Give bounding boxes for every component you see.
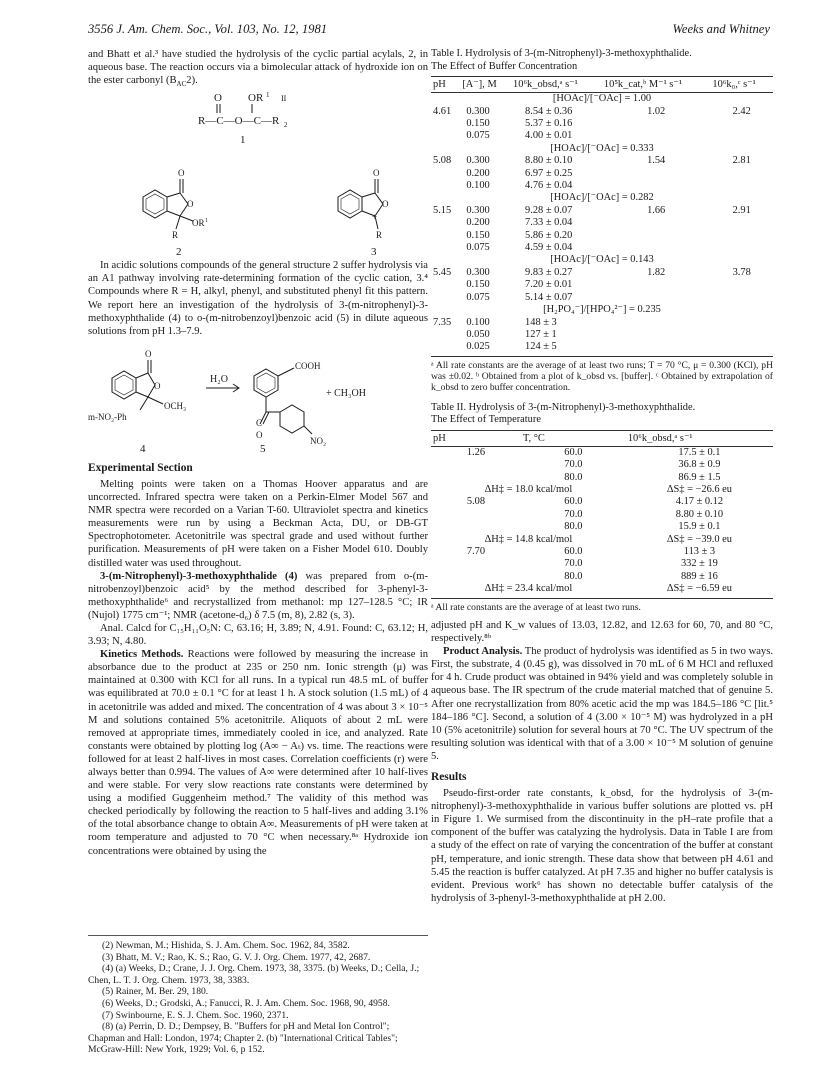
table-1-condition-row xyxy=(431,143,773,155)
table-cell: 2.81 xyxy=(732,155,751,167)
table-cell xyxy=(431,521,521,533)
reference-2: (2) Newman, M.; Hishida, S. J. Am. Chem. Soc. 1962, 84, 3582. xyxy=(102,940,350,951)
table-cell: 1.82 xyxy=(647,266,666,278)
table-cell: 3.78 xyxy=(732,266,751,278)
table-cell xyxy=(431,341,460,353)
table-cell xyxy=(710,317,773,329)
table-cell xyxy=(431,230,460,242)
structure-3-label: 3 xyxy=(371,246,377,259)
table-cell: 5.37 ± 0.16 xyxy=(525,118,573,129)
intro-text: and Bhatt et al.³ have studied the hydrolysis of the cyclic partial acylals, 2, in aqueous base. The reaction occurs via a bimolecular attack of hydroxide ion on the ester carbonyl (B xyxy=(88,49,428,87)
table-cell: 17.5 ± 0.1 xyxy=(678,446,721,458)
kinetics-text: Reactions were followed by measuring the increase in absorbance due to the product at 235 or 250 nm. Ionic strength (μ) was maintained at 0.300 with KCl for all runs. In a typical run 48.5 mL of buffer was equilibrated at 70.0 ± 0.1 °C for at least 1 h. A stock solution (1.5 mL) of 4 in acetonitrile was added and mixed. The concentration of 4 was about 3 × 10⁻⁵ M and solutions contained 5% acetonitrile. Aliquots of about 2 mL were removed at appropriate times, immediately cooled in ice, and analyzed. Rate constants were obtained by plotting log (A∞ − Aₜ) vs. time. The reactions were followed for at least 2 half-lives in most cases. Correlation coefficients (r) were always better than 0.994. The values of A∞ were determined after 10 half-lives and were stable. For very slow reactions rate constants were determined by using a modified Guggenheim method.⁷ The validity of this method was checked periodically by following the reaction to 5 half-lives and adding 3.1% of the total absorbance change to obtain A∞. Measurements of pH were taken at room temperature and adjusted to 70 °C when necessary.⁸ᵃ Hydroxide ion concentrations were obtained by using the xyxy=(88,649,428,857)
table-cell: 70.0 xyxy=(564,508,583,520)
table-cell: 4.17 ± 0.12 xyxy=(675,496,724,508)
table-1-condition-row xyxy=(431,304,773,316)
table-cell: 7.33 ± 0.04 xyxy=(525,217,573,229)
table-cell: 7.70 xyxy=(466,546,486,558)
table-row xyxy=(431,155,773,167)
table-cell xyxy=(602,341,710,353)
table-cell: 6.97 ± 0.25 xyxy=(525,167,573,179)
running-header xyxy=(88,22,770,38)
table-cell xyxy=(602,242,710,254)
svg-text:O: O xyxy=(145,348,152,359)
table-row xyxy=(431,546,773,558)
table-cell: 0.075 xyxy=(466,291,490,303)
kw-paragraph: adjusted pH and K_w values of 13.03, 12.82, and 12.63 for 60, 70, and 80 °C, respectively.⁸ᵇ xyxy=(431,619,773,645)
table-cell xyxy=(710,329,773,341)
table-cell: 7.20 ± 0.01 xyxy=(525,279,573,291)
scheme-label-5: 5 xyxy=(260,442,266,454)
table-cell xyxy=(431,292,460,304)
table-cell xyxy=(602,130,710,142)
svg-text:II: II xyxy=(281,94,287,104)
table-row xyxy=(431,558,773,570)
table-cell: 4.61 xyxy=(433,105,452,117)
table-row xyxy=(431,509,773,521)
table-cell xyxy=(431,459,521,471)
results-heading: Results xyxy=(431,771,467,783)
table-1-condition: [H₂PO₄⁻]/[HPO₄²⁻] = 0.235 xyxy=(543,304,661,316)
table-cell: 1.26 xyxy=(466,446,486,458)
table-2-caption xyxy=(431,402,773,427)
table-cell xyxy=(710,279,773,291)
activation-row xyxy=(431,583,773,595)
svg-text:C: C xyxy=(256,417,263,428)
compound-4-heading: 3-(m-Nitrophenyl)-3-methoxyphthalide (4) xyxy=(100,570,298,582)
table-cell xyxy=(602,118,710,130)
svg-text:O: O xyxy=(178,168,185,179)
table-cell: 0.150 xyxy=(466,229,490,241)
table-row xyxy=(431,217,773,229)
table-cell xyxy=(431,509,521,521)
table-1-condition-row xyxy=(431,93,773,106)
table-cell: 80.0 xyxy=(564,570,583,582)
structures-2-3 xyxy=(88,149,428,259)
table-1-condition-row xyxy=(431,192,773,204)
table-cell xyxy=(431,279,460,291)
left-column xyxy=(88,48,428,858)
activation-entropy: ΔS‡ = −6.59 eu xyxy=(666,583,732,595)
table-row xyxy=(431,130,773,142)
table-cell: 60.0 xyxy=(564,446,583,458)
table-cell xyxy=(602,292,710,304)
analysis-paragraph: Anal. Calcd for C₁₅H₁₁O₅N: C, 63.16; H, 3.89; N, 4.91. Found: C, 63.12; H, 3.93; N, 4.80. xyxy=(88,622,428,648)
scheme-cooh: COOH xyxy=(295,360,321,371)
activation-row xyxy=(431,534,773,546)
product-analysis-heading: Product Analysis. xyxy=(443,646,523,658)
svg-text:R: R xyxy=(376,230,383,241)
table-cell: 0.050 xyxy=(466,328,490,340)
table-cell: 5.14 ± 0.07 xyxy=(525,291,573,303)
svg-text:O: O xyxy=(256,429,263,440)
table-row xyxy=(431,205,773,217)
structure-1-drawing xyxy=(88,87,428,149)
svg-text:2: 2 xyxy=(284,121,288,130)
table-row xyxy=(431,267,773,279)
table-cell: 5.86 ± 0.20 xyxy=(525,229,573,241)
table-row xyxy=(431,118,773,130)
table-2-footnote: ᵃ All rate constants are the average of at least two runs. xyxy=(431,598,773,613)
compound-4-text: was prepared from o-(m-nitrobenzoyl)benzoic acid⁵ by the method described for 3-phenyl-3-methoxyphthalide⁶ and recrystallized from methanol: mp 127–128.5 °C; IR (Nujol) 1775 cm⁻¹; NMR (acetone-d₆) δ 7.5 (m, 8), 2.82 (s, 3). xyxy=(88,570,428,621)
kinetics-heading: Kinetics Methods. xyxy=(100,649,184,661)
intro-end: 2). xyxy=(186,75,198,87)
table-cell: 80.0 xyxy=(564,471,583,483)
table-row xyxy=(431,446,773,459)
table-cell xyxy=(431,180,460,192)
references xyxy=(88,935,428,1056)
table-1-header: pH xyxy=(431,77,460,93)
table-row xyxy=(431,106,773,118)
svg-text:O: O xyxy=(214,92,222,105)
table-cell: 127 ± 1 xyxy=(525,328,557,340)
table-cell xyxy=(710,341,773,353)
scheme-no2: NO₂ xyxy=(310,435,327,446)
table-1-condition: [HOAc]/[⁻OAc] = 0.143 xyxy=(550,254,654,266)
table-1-condition: [HOAc]/[⁻OAc] = 0.333 xyxy=(550,142,654,154)
reference-4: (4) (a) Weeks, D.; Crane, J. J. Org. Chem. 1973, 38, 3375. (b) Weeks, D.; Cella, J.; Chen, L. T. J. Org. Chem. 1973, 38, 3383. xyxy=(88,963,420,986)
table-cell xyxy=(431,329,460,341)
table-cell: 0.100 xyxy=(466,316,490,328)
table-1-condition: [HOAc]/[⁻OAc] = 0.282 xyxy=(550,192,654,204)
table-cell: 0.075 xyxy=(466,130,490,142)
table-cell xyxy=(710,217,773,229)
svg-text:1: 1 xyxy=(205,218,208,225)
table-cell xyxy=(431,217,460,229)
table-cell: 0.150 xyxy=(466,118,490,129)
table-cell: 148 ± 3 xyxy=(525,316,557,328)
table-cell: 4.00 ± 0.01 xyxy=(525,130,573,142)
table-cell: 15.9 ± 0.1 xyxy=(678,521,721,533)
table-row xyxy=(431,571,773,583)
table-cell: 2.42 xyxy=(732,105,751,117)
table-1-subtitle: The Effect of Buffer Concentration xyxy=(431,60,578,72)
table-cell xyxy=(602,168,710,180)
table-cell: 60.0 xyxy=(564,496,583,508)
reference-5: (5) Rainer, M. Ber. 29, 180. xyxy=(102,986,209,998)
structure-1-formula: R—C—O—C—R xyxy=(198,115,280,128)
table-cell: 8.54 ± 0.36 xyxy=(525,105,573,117)
results-paragraph: Pseudo-first-order rate constants, k_obsd, for the hydrolysis of 3-(m-nitrophenyl)-3-methoxyphthalide in various buffer solutions are plotted vs. pH in Figure 1. We surmised from the discontinuity in the pH–rate profile that a component of the buffer was catalyzing the hydrolysis. Data in Table I are from a study of the effect on rate of varying the concentration of the buffer at constant pH, temperature, and ionic strength. These data show that between pH 4.61 and 5.45 the reaction is buffer catalyzed. At pH 7.35 and higher no buffer catalysis is evident. Previous work⁶ has shown no detectable buffer catalysis of the hydrolysis of 3-phenyl-3-methoxyphthalide at pH 2.00. xyxy=(431,788,773,904)
table-2-header: 10⁶k_obsd,ᵃ s⁻¹ xyxy=(626,430,773,446)
table-cell xyxy=(602,180,710,192)
table-cell: 0.200 xyxy=(466,167,490,179)
table-cell xyxy=(431,558,521,570)
table-cell xyxy=(602,329,710,341)
table-cell xyxy=(431,130,460,142)
table-cell: 70.0 xyxy=(564,558,583,570)
table-cell: 0.300 xyxy=(466,155,490,167)
table-1 xyxy=(431,76,773,354)
table-row xyxy=(431,168,773,180)
table-cell: 332 ± 19 xyxy=(680,558,718,570)
table-cell: 5.15 xyxy=(433,204,452,216)
activation-entropy: ΔS‡ = −26.6 eu xyxy=(666,484,732,496)
scheme-aryl: m-NO₂-Ph xyxy=(88,411,127,422)
svg-text:1: 1 xyxy=(266,91,270,100)
structure-2-label: 2 xyxy=(176,246,182,259)
experimental-paragraph-2 xyxy=(88,570,428,622)
table-cell: 1.66 xyxy=(647,204,666,216)
experimental-paragraph-1: Melting points were taken on a Thomas Hoover apparatus and are uncorrected. Infrared spectra were taken on a Perkin-Elmer Model 567 and NMR spectra were recorded on a Varian T-60. Ultraviolet spectra and kinetics measurements were run by using a Beckman Acta, DU, or DB-GT Spectrophotometer. Acetonitrile was spectral grade and used without further purification. Measurements of pH were taken on a Fisher Model 610. Doubly distilled water was used throughout. xyxy=(88,478,428,569)
table-cell xyxy=(710,230,773,242)
header-citation: 3556 J. Am. Chem. Soc., Vol. 103, No. 12, 1981 xyxy=(88,22,328,36)
table-cell: 0.100 xyxy=(466,180,490,192)
reaction-scheme-drawing xyxy=(88,338,428,454)
table-row xyxy=(431,459,773,471)
reaction-scheme xyxy=(88,338,428,454)
table-cell: 0.025 xyxy=(466,341,490,353)
table-cell xyxy=(602,317,710,329)
table-1-caption xyxy=(431,48,773,73)
table-cell xyxy=(710,242,773,254)
table-cell xyxy=(602,217,710,229)
table-1-header: 10⁶k₀,ᶜ s⁻¹ xyxy=(710,77,773,93)
svg-text:R: R xyxy=(172,230,179,241)
table-cell xyxy=(431,168,460,180)
table-row xyxy=(431,242,773,254)
table-cell: 0.200 xyxy=(466,217,490,229)
table-1-header: 10⁵k_cat,ᵇ M⁻¹ s⁻¹ xyxy=(602,77,710,93)
activation-row xyxy=(431,484,773,496)
table-cell: 0.300 xyxy=(466,105,490,117)
table-1-title: Table I. Hydrolysis of 3-(m-Nitrophenyl)-3-methoxyphthalide. xyxy=(431,48,692,59)
table-cell xyxy=(710,168,773,180)
reference-8: (8) (a) Perrin, D. D.; Dempsey, B. "Buffers for pH and Metal Ion Control"; Chapman and Hall: London, 1974; Chapter 2. (b) "International Critical Tables"; McGraw-Hill: New York, 1929; Vol. 6, p 152. xyxy=(88,1021,398,1056)
table-cell: 60.0 xyxy=(564,546,583,558)
table-cell xyxy=(710,292,773,304)
table-cell: 113 ± 3 xyxy=(683,546,716,558)
table-cell: 4.76 ± 0.04 xyxy=(525,180,573,192)
table-2-title: Table II. Hydrolysis of 3-(m-Nitrophenyl)-3-methoxyphthalide. xyxy=(431,401,696,413)
svg-text:OR: OR xyxy=(248,92,264,105)
table-row xyxy=(431,341,773,353)
table-cell: 1.54 xyxy=(647,155,666,167)
table-cell: 0.150 xyxy=(466,279,490,291)
header-authors: Weeks and Whitney xyxy=(672,22,770,36)
product-analysis-paragraph xyxy=(431,645,773,763)
table-2-subtitle: The Effect of Temperature xyxy=(431,414,541,426)
table-cell: 0.300 xyxy=(466,204,490,216)
structure-1 xyxy=(88,87,428,149)
table-row xyxy=(431,230,773,242)
reference-6: (6) Weeks, D.; Grodski, A.; Fanucci, R. J. Am. Chem. Soc. 1968, 90, 4958. xyxy=(102,997,390,1009)
table-row xyxy=(431,180,773,192)
svg-text:O: O xyxy=(382,199,389,210)
activation-entropy: ΔS‡ = −39.0 eu xyxy=(666,533,732,545)
reference-7: (7) Swinbourne, E. S. J. Chem. Soc. 1960, 2371. xyxy=(102,1009,289,1021)
scheme-methanol: + CH₃OH xyxy=(326,387,366,399)
table-row xyxy=(431,521,773,533)
table-2 xyxy=(431,430,773,596)
intro-sub: AC xyxy=(176,80,187,89)
scheme-label-4: 4 xyxy=(140,442,146,454)
table-row xyxy=(431,496,773,508)
table-1-footnote: ᵃ All rate constants are the average of at least two runs; T = 70 °C, μ = 0.300 (KCl), pH was ±0.02. ᵇ Obtained from a plot of k_obsd vs. [buffer]. ᶜ Obtained by extrapolation of k_obsd to zero buffer concentration. xyxy=(431,356,773,394)
table-cell: 2.91 xyxy=(732,204,751,216)
activation-enthalpy: ΔH‡ = 14.8 kcal/mol xyxy=(484,533,573,545)
svg-text:O: O xyxy=(154,380,161,391)
mechanism-paragraph: In acidic solutions compounds of the general structure 2 suffer hydrolysis via an A1 pathway involving rate-determining formation of the cyclic cation, 3.⁴ Compounds where R = H, alkyl, phenyl, and substituted phenyl fit this pattern. We report here an investigation of the hydrolysis of 3-(m-nitrophenyl)-3-methoxyphthalide (4) to o-(m-nitrobenzoyl)benzoic acid (5) in dilute aqueous solutions from pH 1.3–7.9. xyxy=(88,260,428,337)
table-1-body xyxy=(431,93,773,354)
scheme-reagent: H₂O xyxy=(210,373,228,385)
table-cell xyxy=(431,472,521,484)
table-cell xyxy=(431,118,460,130)
kinetics-paragraph xyxy=(88,648,428,858)
svg-text:+: + xyxy=(372,212,378,223)
table-row xyxy=(431,292,773,304)
svg-text:OR: OR xyxy=(192,218,205,229)
table-cell: 0.300 xyxy=(466,266,490,278)
table-cell xyxy=(710,130,773,142)
table-cell: 9.28 ± 0.07 xyxy=(525,204,573,216)
table-row xyxy=(431,329,773,341)
table-cell: 124 ± 5 xyxy=(525,341,557,353)
table-cell xyxy=(602,279,710,291)
table-cell: 9.83 ± 0.27 xyxy=(525,266,573,278)
table-cell: 5.08 xyxy=(433,155,452,167)
table-row xyxy=(431,472,773,484)
reference-3: (3) Bhatt, M. V.; Rao, K. S.; Rao, G. V. J. Org. Chem. 1977, 42, 2687. xyxy=(102,951,371,963)
table-cell xyxy=(710,180,773,192)
activation-enthalpy: ΔH‡ = 18.0 kcal/mol xyxy=(484,484,573,496)
table-cell: 0.075 xyxy=(466,242,490,254)
table-cell: 80.0 xyxy=(564,521,583,533)
activation-enthalpy: ΔH‡ = 23.4 kcal/mol xyxy=(484,583,573,595)
table-cell xyxy=(602,230,710,242)
table-cell xyxy=(431,242,460,254)
table-cell: 889 ± 16 xyxy=(680,570,718,582)
table-cell: 4.59 ± 0.04 xyxy=(525,242,573,254)
table-cell: 36.8 ± 0.9 xyxy=(678,459,721,471)
table-cell: 5.08 xyxy=(466,496,486,508)
table-2-header: pH xyxy=(431,430,521,446)
experimental-heading: Experimental Section xyxy=(88,461,193,474)
right-column xyxy=(431,48,773,905)
table-cell xyxy=(431,571,521,583)
table-cell: 5.45 xyxy=(433,266,452,278)
table-cell: 86.9 ± 1.5 xyxy=(678,471,721,483)
table-cell: 8.80 ± 0.10 xyxy=(675,508,724,520)
table-cell: 70.0 xyxy=(564,459,583,471)
table-cell: 1.02 xyxy=(647,105,666,117)
table-2-body xyxy=(431,446,773,595)
svg-text:O: O xyxy=(373,168,380,179)
table-row xyxy=(431,279,773,291)
scheme-och3: OCH₃ xyxy=(164,400,187,411)
table-2-header: T, °C xyxy=(521,430,626,446)
table-1-header: 10⁶k_obsd,ᵃ s⁻¹ xyxy=(511,77,602,93)
structures-2-3-drawing xyxy=(88,149,428,259)
table-cell xyxy=(710,118,773,130)
table-row xyxy=(431,317,773,329)
structure-1-label: 1 xyxy=(240,134,246,147)
table-1-condition: [HOAc]/[⁻OAc] = 1.00 xyxy=(552,93,652,105)
table-cell: 8.80 ± 0.10 xyxy=(525,155,573,167)
intro-paragraph xyxy=(88,48,428,87)
product-analysis-text: The product of hydrolysis was identified as 5 in two ways. First, the substrate, 4 (0.45 g), was dissolved in 70 mL of 6 M HCl and refluxed for 4 h. Crude product was obtained in 94% yield and was completely soluble in aqueous base. The IR spectrum of the crude material matched that of genuine 5. After one recrystallization from 80% acetic acid the mp was 184.5–186 °C [lit.⁵ 184–186 °C]. Second, a solution of 4 (3.00 × 10⁻⁵ M) was hydrolyzed in a pH 10 (5% acetonitrile) solution for several hours at 70 °C. The UV spectrum of the resulting solution was identical with that of a 3.00 × 10⁻⁵ M solution of genuine 5. xyxy=(431,646,773,762)
table-cell: 7.35 xyxy=(433,316,452,328)
svg-text:O: O xyxy=(187,199,194,210)
table-1-header: [A⁻], M xyxy=(460,77,511,93)
table-1-condition-row xyxy=(431,254,773,266)
